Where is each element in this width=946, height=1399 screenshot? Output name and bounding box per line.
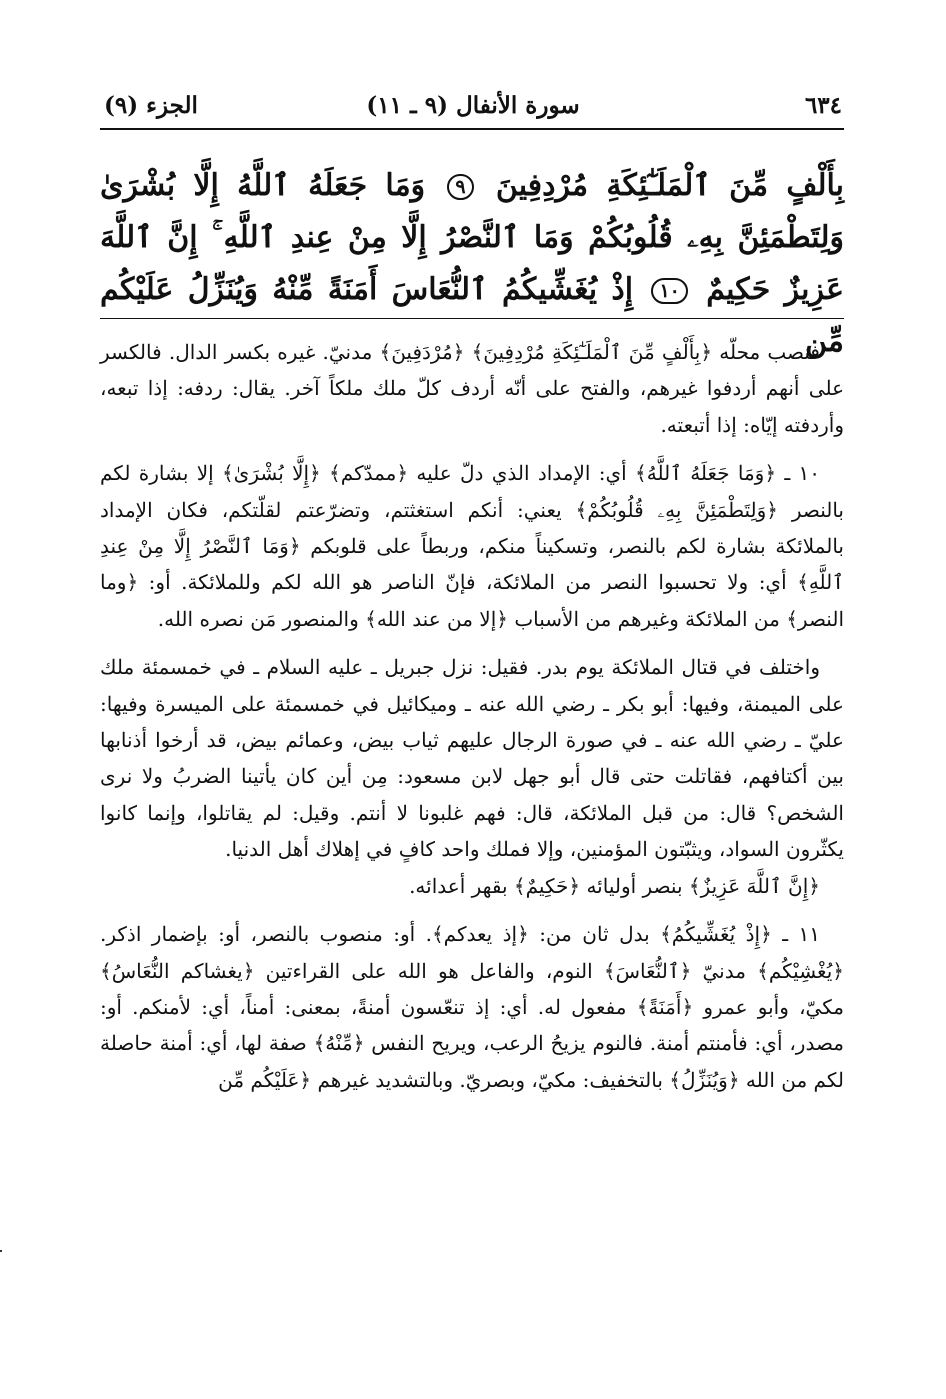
- page-number: ٦٣٤: [804, 92, 842, 119]
- part-label: الجزء (٩): [104, 92, 198, 119]
- verse-text: بِأَلْفٍ مِّنَ ٱلْمَلَـٰٓئِكَةِ مُرْدِفِينَ: [495, 168, 844, 203]
- commentary-paragraph: ١١ ـ ﴿إِذْ يُغَشِّيكُمُ﴾ بدل ثان من: ﴿إذ يعدكم﴾. أو: منصوب بالنصر، أو: بإضمار اذكر. ﴿يُغْشِيْكُم﴾ مدنيّ ﴿ٱلنُّعَاسَ﴾ النوم، والفاعل هو الله على القراءتين ﴿يغشاكم النُّعَاسُ﴾ مكيّ، وأبو عمرو ﴿أَمَنَةً﴾ مفعول له. أي: إذ تنعّسون أمنةً، بمعنى: أمناً، أي: لأمنكم. أو: مصدر، أي: فأمنتم أمنة. فالنوم يزيحُ الرعب، ويريح النفس ﴿مِّنْهُ﴾ صفة لها، أي: أمنة حاصلة لكم من الله ﴿وَيُنَزِّلُ﴾ بالتخفيف: مكيّ، وبصريّ. وبالتشديد غيرهم ﴿عَلَيْكُم مِّن: [100, 922, 844, 1092]
- verse-text: إِذْ يُغَشِّيكُمُ ٱلنُّعَاسَ أَمَنَةً مِّنْهُ وَيُنَزِّلُ عَلَيْكُم مِّن: [100, 272, 844, 359]
- tafsir-commentary: [100, 334, 844, 1098]
- running-header: [104, 92, 842, 126]
- surah-title: سورة الأنفال (٩ ـ ١١): [366, 92, 580, 119]
- commentary-paragraph: ١٠ ـ ﴿وَمَا جَعَلَهُ ٱللَّهُ﴾ أي: الإمداد الذي دلّ عليه ﴿ممدّكم﴾ ﴿إِلَّا بُشْرَىٰ﴾ إلا بشارة لكم بالنصر ﴿وَلِتَطْمَئِنَّ بِهِۦ قُلُوبُكُمْ﴾ يعني: أنكم استغثتم، وتضرّعتم لقلّتكم، فكان الإمداد بالملائكة بشارة لكم بالنصر، وتسكيناً منكم، وربطاً على قلوبكم ﴿وَمَا ٱلنَّصْرُ إِلَّا مِنْ عِندِ ٱللَّهِ﴾ أي: ولا تحسبوا النصر من الملائكة، فإنّ الناصر هو الله لكم وللملائكة. أو: ﴿وما النصر﴾ من الملائكة وغيرهم من الأسباب ﴿إلا من عند الله﴾ والمنصور مَن نصره الله.: [100, 461, 844, 631]
- verse-number-marker: ٩: [447, 174, 473, 200]
- commentary-paragraph: ﴿إِنَّ ٱللَّهَ عَزِيزٌ﴾ بنصر أوليائه ﴿حَكِيمٌ﴾ بقهر أعدائه.: [409, 873, 820, 898]
- verse-text: وَمَا جَعَلَهُ ٱللَّهُ إِلَّا بُشْرَىٰ وَلِتَطْمَئِنَّ بِهِۦ قُلُوبُكُمْ وَمَا ٱلنَّصْرُ إِلَّا مِنْ عِندِ ٱللَّهِ ۚ إِنَّ ٱللَّهَ عَزِيزٌ حَكِيمٌ: [100, 168, 844, 307]
- header-rule: [100, 128, 844, 130]
- verse-number-marker: ١٠: [651, 278, 687, 304]
- scan-edge-mark: [0, 1250, 2, 1252]
- commentary-paragraph: فنصب محلّه ﴿بِأَلْفٍ مِّنَ ٱلْمَلَـٰٓئِكَةِ مُرْدِفِينَ﴾ ﴿مُرْدَفِينَ﴾ مدنيّ. غيره بكسر الدال. فالكسر على أنهم أردفوا غيرهم، والفتح على أنّه أردف كلّ ملك ملكاً آخر. يقال: ردفه: إذا تبعه، وأردفته إيّاه: إذا أتبعته.: [100, 340, 844, 437]
- section-divider: [100, 318, 844, 319]
- commentary-paragraph: واختلف في قتال الملائكة يوم بدر. فقيل: نزل جبريل ـ عليه السلام ـ في خمسمئة ملك على الميمنة، وفيها: أبو بكر ـ رضي الله عنه ـ وميكائيل في خمسمئة على الميسرة وفيها: عليّ ـ رضي الله عنه ـ في صورة الرجال عليهم ثياب بيض، وعمائم بيض، قد أرخوا أذنابها بين أكتافهم، فقاتلت حتى قال أبو جهل لابن مسعود: مِن أين كان يأتينا الضربُ ولا نرى الشخص؟ قال: من قبل الملائكة، قال: فهم غلبونا لا أنتم. وقيل: لم يقاتلوا، وإنما كانوا يكثّرون السواد، ويثبّتون المؤمنين، وإلا فملك واحد كافٍ في إهلاك أهل الدنيا.: [100, 655, 844, 862]
